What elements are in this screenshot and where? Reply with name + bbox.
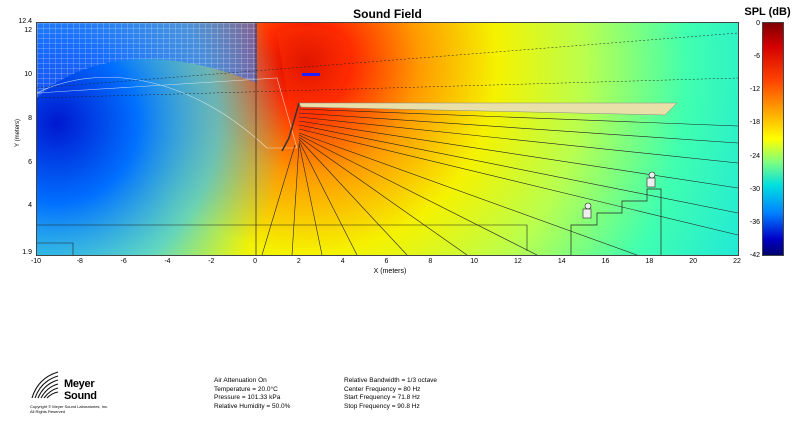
meyer-sound-logo [30, 368, 110, 428]
temperature: Temperature = 20.0°C [214, 385, 278, 393]
pressure: Pressure = 101.33 kPa [214, 394, 281, 402]
colorbar-tick-label: -6 [753, 53, 760, 61]
logo-text-line2: Sound [64, 390, 97, 402]
colorbar-tick-label: -42 [749, 252, 760, 259]
colorbar-title: SPL (dB) [744, 6, 791, 18]
plot-title: Sound Field [353, 7, 422, 21]
speaker-marker [302, 73, 320, 76]
x-tick-label: 10 [470, 258, 479, 265]
y-tick-label: 8 [28, 115, 32, 122]
x-tick-label: 8 [428, 258, 433, 265]
sound-field-map [37, 23, 738, 255]
colorbar-tick-label: -30 [749, 185, 760, 193]
x-tick-label: -4 [164, 258, 171, 265]
x-tick-label: 0 [253, 258, 258, 265]
x-tick-label: -2 [208, 258, 215, 265]
x-tick-label: 6 [384, 258, 389, 265]
y-tick-label: 4 [28, 202, 32, 209]
x-tick-label: -6 [120, 258, 127, 265]
x-tick-label: -8 [76, 258, 83, 265]
x-tick-label: 4 [340, 258, 345, 265]
y-tick-label: 6 [28, 159, 32, 166]
x-tick-label: 12 [514, 258, 522, 265]
rights-text: All Rights Reserved [30, 409, 66, 414]
x-axis-label: X (meters) [373, 268, 407, 275]
stop-frequency: Stop Frequency = 90.8 Hz [344, 402, 420, 410]
bandwidth: Relative Bandwidth = 1/3 octave [344, 377, 438, 384]
frequency-info [344, 377, 437, 411]
y-tick-label: 12.4 [18, 18, 32, 25]
x-tick-label: 16 [601, 258, 610, 265]
y-tick-label: 10 [24, 71, 32, 78]
x-tick-label: 18 [645, 258, 654, 265]
logo-waves-icon [30, 368, 60, 400]
sound-field-plot[interactable] [36, 22, 739, 256]
air-header: Air Attenuation On [214, 377, 267, 384]
x-tick-label: 14 [557, 258, 566, 265]
y-axis-label: Y (meters) [15, 119, 21, 147]
colorbar-tick-label: -24 [749, 152, 760, 160]
x-tick-label: 20 [689, 258, 698, 265]
y-tick-label: 12 [24, 27, 32, 34]
start-frequency: Start Frequency = 71.8 Hz [344, 394, 421, 402]
colorbar-tick-label: -18 [749, 119, 760, 127]
x-tick-label: -10 [30, 258, 42, 265]
colorbar-tick-label: 0 [756, 20, 760, 27]
center-frequency: Center Frequency = 80 Hz [344, 385, 421, 393]
logo-text-line1: Meyer [64, 378, 95, 390]
y-tick-label: 1.9 [22, 249, 32, 256]
colorbar [762, 22, 784, 256]
air-attenuation-info [214, 377, 290, 411]
colorbar-tick-label: -36 [749, 218, 760, 226]
humidity: Relative Humidity = 50.0% [214, 402, 291, 410]
copyright-text: Copyright © Meyer Sound Laboratories, Inc. [30, 404, 109, 409]
x-tick-label: 22 [733, 258, 741, 265]
x-tick-label: 2 [296, 258, 301, 265]
colorbar-tick-label: -12 [749, 86, 760, 94]
